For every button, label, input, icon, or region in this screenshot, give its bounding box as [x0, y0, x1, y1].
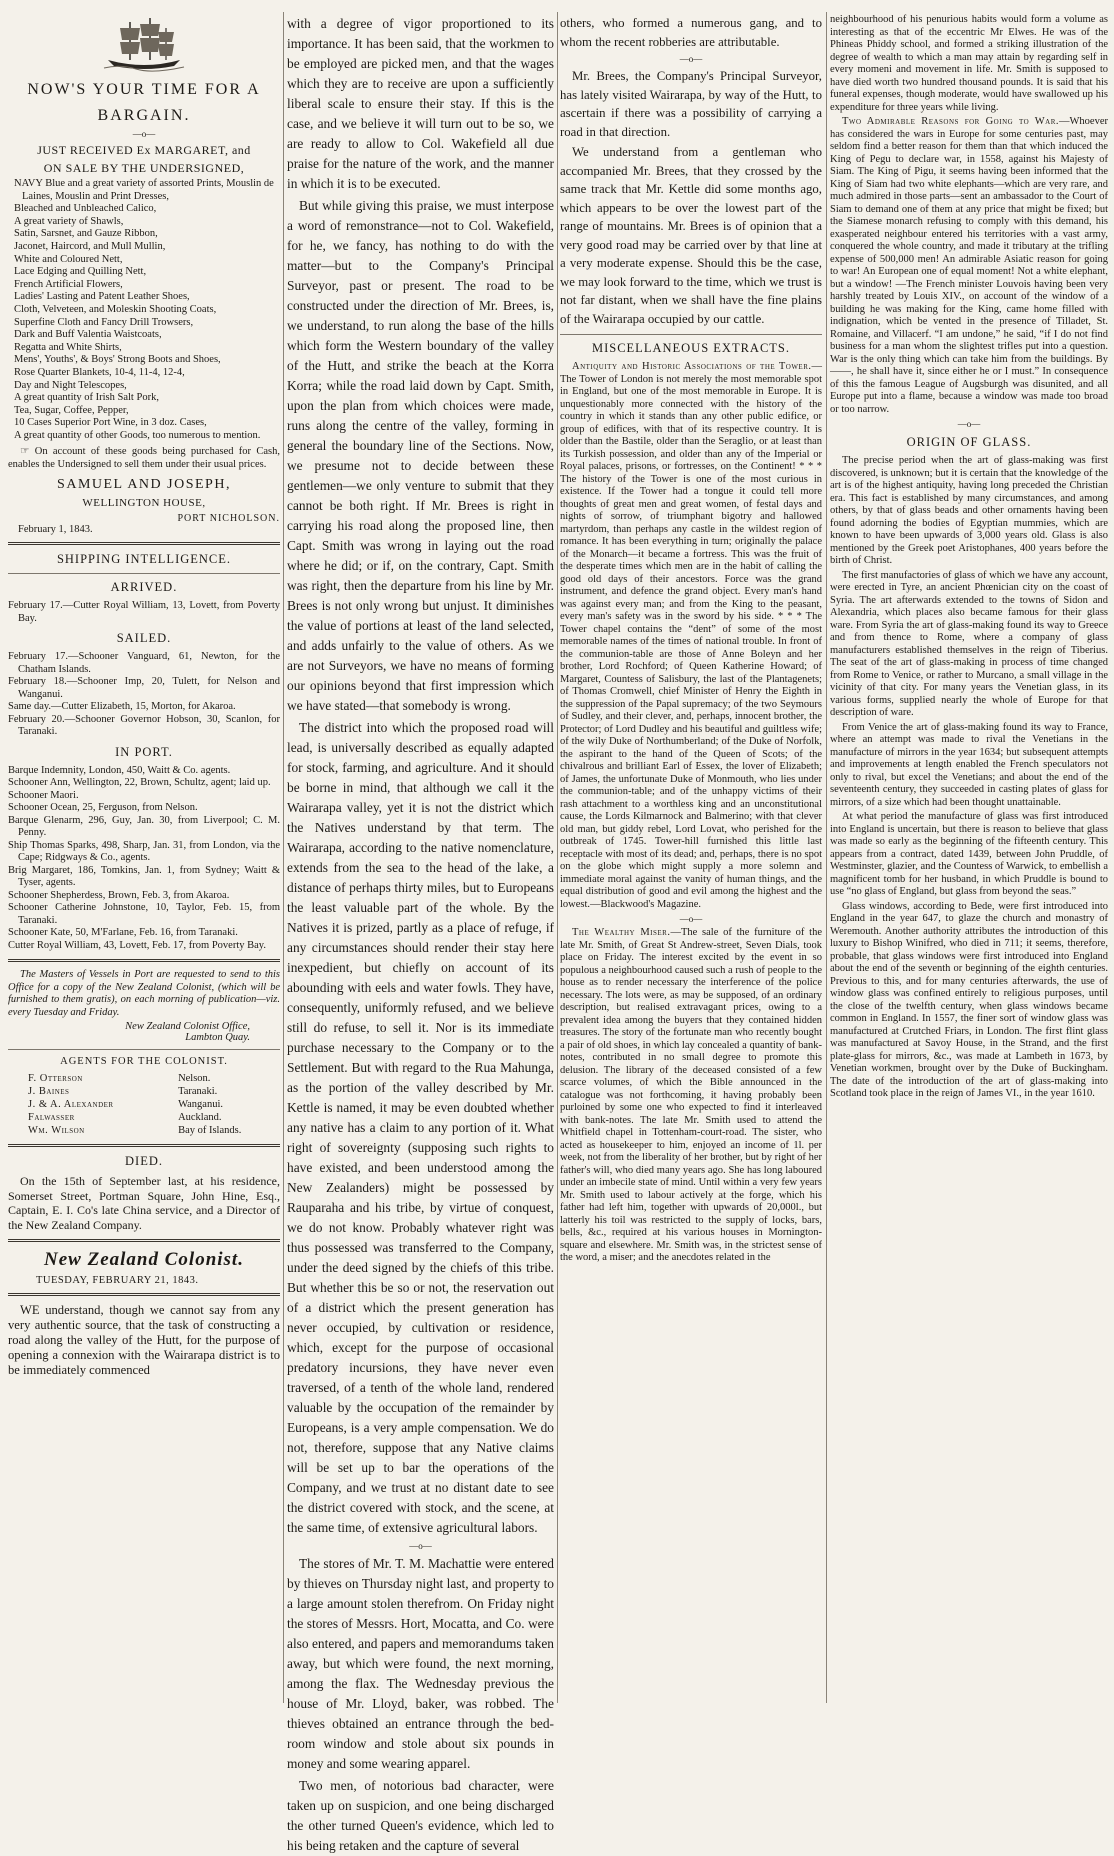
goods-item: Mens', Youths', & Boys' Strong Boots and Shoes,	[14, 354, 221, 366]
goods-item: White and Coloured Nett,	[14, 253, 123, 265]
agent-row	[8, 1098, 280, 1111]
ad-headline-bargain: BARGAIN.	[97, 107, 191, 124]
glass-article	[830, 455, 1108, 1101]
goods-item: Dark and Buff Valentia Waistcoats,	[14, 329, 162, 341]
glass-paragraph: At what period the manufacture of glass was first introduced into England is uncertain, but there is reason to believe that glass was made so early as the beginning of the fifteenth century. This appears from a contract, dated 1439, between John Pruddle, of Westminster, glazier, and the Countess of Warwick, to embellish a magnificent tomb for her husband, in which Pruddle is bound to use “no glass of England, but glass from beyond the seas.”	[830, 811, 1108, 897]
goods-item: Jaconet, Haircord, and Mull Mullin,	[14, 240, 166, 252]
separator: —o—	[957, 419, 981, 429]
goods-item: French Artificial Flowers,	[14, 278, 123, 290]
misc-title: MISCELLANEOUS EXTRACTS.	[591, 341, 790, 355]
died-notice: On the 15th of September last, at his residence, Somerset Street, Portman Square, John Hine, Esq., Captain, E. I. Co's late China service, and a Director of the New Zealand Company.	[8, 1174, 280, 1232]
col3-paragraph: Mr. Brees, the Company's Principal Surveyor, has lately visited Wairarapa, by way of the Hutt, to ascertain if there was a possibility of carrying a road in that direction.	[560, 69, 822, 139]
agent-row	[8, 1111, 280, 1124]
col3-paragraph: We understand from a gentleman who accompanied Mr. Brees, that they crossed by the same track that Mr. Kettle did some months ago, which appears to be over the lowest part of the range of mountains. Mr. Brees is of opinion that a very good road may be carried over by that line at a very moderate expense. Should this be the case, we may look forward to the time, which we trust is not far distant, when we shall have the fine plains of the Wairarapa occupied by our cattle.	[560, 145, 822, 326]
goods-item: A great quantity of Irish Salt Pork,	[14, 392, 159, 404]
agent-place: Bay of Islands.	[178, 1125, 242, 1137]
separator: —o—	[679, 914, 703, 924]
agent-row	[8, 1124, 280, 1137]
war-head: Two Admirable Reasons for Going to War.	[842, 116, 1060, 127]
agent-place: Wanganui.	[178, 1099, 223, 1111]
ship-entry: Brig Margaret, 186, Tomkins, Jan. 1, from Sydney; Waitt & Tyser, agents.	[8, 864, 280, 889]
agent-row	[8, 1072, 280, 1085]
ship-entry: Cutter Royal William, 43, Lovett, Feb. 17, from Poverty Bay.	[8, 939, 266, 951]
goods-item: Bleached and Unbleached Calico,	[14, 203, 157, 215]
agent-name: Falwasser	[28, 1112, 75, 1124]
goods-item: Tea, Sugar, Coffee, Pepper,	[14, 404, 129, 416]
office-line-1: New Zealand Colonist Office,	[125, 1021, 250, 1033]
column-4	[830, 14, 1108, 1703]
ship-entry: Schooner Ocean, 25, Ferguson, from Nelson.	[8, 802, 198, 814]
divider	[8, 573, 280, 574]
goods-item: NAVY Blue and a great variety of assorted Prints, Mouslin de Laines, Mouslin and Print Dresses,	[14, 178, 274, 202]
goods-item: 10 Cases Superior Port Wine, in 3 doz. Cases,	[14, 417, 207, 429]
firm-name: SAMUEL AND JOSEPH,	[57, 477, 231, 493]
col3-paragraph: others, who formed a numerous gang, and to whom the recent robberies are attributable.	[560, 16, 822, 49]
glass-paragraph: The first manufactories of glass of which we have any account, were erected in Tyre, an ancient Phœnician city on the coast of Syria. The art afterwards extended to the towns of Sidon and Alexandria, which places also became famous for their glass ware. From Syria the art of glass-making found its way to Greece and from thence to Rome, where a company of glass manufacturers established themselves in the reign of Tiberius. The seat of the art of glass-making in process of time changed from Rome to Venice, or rather to Murcano, a small village in the vicinity of that city. For many years the Venetian glass, in its various forms, supplied nearly the whole of Europe for that description of ware.	[830, 569, 1108, 718]
ship-entry: Barque Glenarm, 296, Guy, Jan. 30, from Liverpool; C. M. Penny.	[8, 814, 280, 839]
column-1	[8, 14, 280, 1703]
pub-dateline	[8, 1275, 280, 1286]
goods-item: Rose Quarter Blankets, 10-4, 11-4, 12-4,	[14, 366, 185, 378]
separator: —o—	[409, 1541, 432, 1551]
agent-row	[8, 1085, 280, 1098]
arrived-title: ARRIVED.	[110, 580, 178, 595]
ad-date: February 1, 1843.	[18, 524, 93, 536]
sailed-list	[8, 651, 280, 739]
agent-name: Wm. Wilson	[28, 1125, 85, 1137]
goods-item: Satin, Sarsnet, and Gauze Ribbon,	[14, 228, 158, 240]
col2-paragraph: But while giving this praise, we must interpose a word of remonstrance—not to Col. Wakefield, for he, we fancy, has nothing to do with the matter—but to the Company's Principal Surveyor, past or present. The road to be constructed under the direction of Mr. Brees, is, we understand, to run along the base of the hills which form the Western boundary of the valley of the Hutt, and strike the beach at the Korra Korra; while the road laid down by Capt. Smith, upon the plan from which choices were made, runs along the centre of the valley, forming in general the boundary line of the Sections. Now, we presume not to decide between these gentlemen—we only venture to submit that they cannot be both right. If Mr. Brees is right in carrying his road along the proposed line, then Capt. Smith was wrong in laying out the road where he did; or if, on the contrary, Capt. Smith was right, then the departure from his line by Mr. Brees is not only wrong but unjust. It diminishes the value of portions at least of the land selected, and adds unfairly to the value of others. As we are not Surveyors, we have no means of forming our opinions beyond that first impression which we have stated—that somebody is wrong.	[287, 198, 554, 713]
goods-item: Cloth, Velveteen, and Moleskin Shooting Coats,	[14, 303, 217, 315]
divider	[8, 1293, 280, 1296]
separator: —o—	[679, 54, 703, 64]
goods-item: Superfine Cloth and Fancy Drill Trowsers,	[14, 316, 194, 328]
firm-place: PORT NICHOLSON.	[177, 513, 280, 525]
ad-on-sale: ON SALE BY THE UNDERSIGNED,	[43, 161, 245, 175]
died-title: DIED.	[125, 1154, 163, 1169]
masthead: New Zealand Colonist.	[44, 1249, 244, 1271]
ship-entry: Schooner Ann, Wellington, 22, Brown, Schultz, agent; laid up.	[8, 777, 271, 789]
goods-list	[8, 178, 280, 442]
separator: —o—	[132, 129, 156, 139]
ship-entry: February 18.—Schooner Imp, 20, Tulett, for Nelson and Wanganui.	[8, 676, 280, 700]
miser-article	[560, 927, 822, 1265]
col2-paragraph: Two men, of notorious bad character, were taken up on suspicion, and one being discharged the other turned Queen's evidence, which led to his being retaken and the capture of several	[287, 1778, 554, 1853]
ship-entry: Same day.—Cutter Elizabeth, 15, Morton, for Akaroa.	[8, 701, 236, 713]
cash-note: ☞ On account of these goods being purchased for Cash, enables the Undersigned to sell them under their usual prices.	[8, 446, 280, 470]
goods-item: Day and Night Telescopes,	[14, 379, 127, 391]
shipping-title: SHIPPING INTELLIGENCE.	[56, 552, 232, 567]
glass-paragraph: The precise period when the art of glass-making was first discovered, is unknown; but it is certain that the knowledge of the art is of the highest antiquity, having long preceded the Christian era. This fact is established by many circumstances, and among others, by that of glass beads and other ornaments having been found adorning the bodies of Egyptian mummies, which are known to have been upwards of 3,000 years old. Glass is also mentioned by the Greek poet Aristophanes, 400 years before the birth of Christ.	[830, 455, 1108, 566]
ship-emblem-icon	[100, 14, 188, 74]
agent-place: Taranaki.	[178, 1086, 218, 1098]
ship-entry: February 17.—Cutter Royal William, 13, Lovett, from Poverty Bay.	[8, 600, 280, 624]
agent-place: Nelson.	[178, 1073, 211, 1085]
col2-paragraph: The stores of Mr. T. M. Machattie were entered by thieves on Thursday night last, and property to a large amount stolen therefrom. On Friday night the stores of Messrs. Hort, Mocatta, and Co. were also entered, and papers and memorandums taken away, but which were found, the next morning, among the flax. The Wednesday previous the house of Mr. Lloyd, baker, was robbed. The thieves obtained an entrance through the bed-room window and stole about six pounds in money and some wearing apparel.	[287, 1556, 554, 1771]
tower-head: Antiquity and Historic Associations of the Tower.	[572, 361, 812, 372]
ad-received: JUST RECEIVED Ex MARGARET, and	[37, 143, 251, 157]
col2-paragraph: The district into which the proposed road will lead, is universally described as equally adapted for stock, farming, and agriculture. And it should be borne in mind, that although we call it the Wairarapa valley, yet it is not the district which the Natives understand by that term. The Wairarapa, according to the native nomenclature, extends from the sea to the head of the lake, a distance of perhaps thirty miles, but to Europeans the least valuable part of the whole. By the Natives it is prized, partly as a place of refuge, if any circumstances should render their stay here inexpedient, but chiefly on account of its abounding with eels and water fowls. They have, consequently, uniformly refused, and we believe still do refuse, to sell it. Nor is its immediate purchase necessary to the Company or to the Settlement. But with regard to the Rua Mahunga, as the portion of the valley described by Mr. Kettle is named, it may be even doubted whether any native has a claim to any portion of it. What right of sovereignty (supposing such rights to have existed, and been understood among the New Zealanders) might be possessed by Rauparaha and his tribe, by virtue of conquest, we do not know. Probably whatever right was thus possessed was transferred to the Company, under the deed signed by the chiefs of this tribe. But whether this be so or not, the reservation out of a district which the present generation has never occupied, by cultivation or residence, which, except for the purpose of occasional predatory incursions, they have never even traversed, of a tenth of the whole land, rendered valuable by the occupation of the remainder by Europeans, is a very ample compensation. We do not, therefore, suppose that any Native claims will be set up to bar the operations of the Company, and we trust at no distant date to see the district covered with stock, and the scene, at the same time, of extensive agricultural labors.	[287, 720, 554, 1535]
agent-name: F. Otterson	[28, 1073, 83, 1085]
goods-item: A great variety of Shawls,	[14, 215, 124, 227]
agents-table	[8, 1072, 280, 1137]
ship-entry: Schooner Kate, 50, M'Farlane, Feb. 16, from Taranaki.	[8, 927, 238, 939]
agent-name: J. & A. Alexander	[28, 1099, 114, 1111]
glass-paragraph: From Venice the art of glass-making found its way to France, where an attempt was made to rival the Venetians in the manufacture of mirrors in the year 1634; but subsequent attempts and improvements at length enabled the French speculators not only to rival, but excel the Venetians; and about the end of the seventeenth century, they succeeded in casting plates of glass for mirrors, of a size which had been thought unattainable.	[830, 721, 1108, 808]
column-3	[560, 14, 822, 1703]
column-rule	[283, 12, 284, 1703]
war-article	[830, 116, 1108, 416]
agent-name: J. Baines	[28, 1086, 70, 1098]
pub-date: TUESDAY, FEBRUARY 21, 1843.	[36, 1275, 199, 1287]
ship-entry: Schooner Shepherdess, Brown, Feb. 3, from Akaroa.	[8, 889, 230, 901]
col3-news	[560, 14, 822, 328]
column-rule	[826, 12, 827, 1703]
goods-item: Lace Edging and Quilling Nett,	[14, 266, 147, 278]
divider	[8, 542, 280, 545]
glass-title: ORIGIN OF GLASS.	[906, 435, 1032, 449]
goods-item: A great quantity of other Goods, too numerous to mention.	[14, 429, 261, 441]
sailed-title: SAILED.	[116, 631, 172, 646]
lead-article: WE understand, though we cannot say from any very authentic source, that the task of constructing a road along the valley of the Hutt, for the purpose of opening a connexion with the Wairarapa district is to be immediately commenced	[8, 1303, 280, 1378]
in-port-list	[8, 765, 280, 953]
in-port-title: IN PORT.	[115, 744, 173, 759]
ad-headline: NOW'S YOUR TIME FOR A	[27, 81, 261, 98]
miser-continued: neighbourhood of his penurious habits would form a volume as interesting as that of the eccentric Mr Elwes. He was of the Phineas Phiddy school, and formed a striking illustration of the degree of wealth to which a man may attain by regarding self in every momeni and movement in life. Mr. Smith is supposed to have died worth two hundred thousand pounds. It is said that his funeral expenses, though moderate, would have swallowed up his expenditure for three years while living.	[830, 14, 1108, 113]
ship-entry: Ship Thomas Sparks, 498, Sharp, Jan. 31, from London, via the Cape; Ridgways & Co., agents.	[8, 839, 280, 864]
arrived-list	[8, 600, 280, 625]
column-rule	[557, 12, 558, 1703]
ship-entry: February 17.—Schooner Vanguard, 61, Newton, for the Chatham Islands.	[8, 651, 280, 675]
goods-item: Ladies' Lasting and Patent Leather Shoes,	[14, 291, 190, 303]
goods-item: Regatta and White Shirts,	[14, 341, 122, 353]
col2-paragraph: with a degree of vigor proportioned to its importance. It has been said, that the workmen to be employed are picked men, and that the wages which they are to receive are upon a sufficiently liberal scale to ensure their stay. If this is the case, and we believe it will turn out to be so, we are ready to allow to Col. Wakefield all due praise for the nature of the work, and the manner in which it is to be executed.	[287, 16, 554, 191]
agents-title: AGENTS FOR THE COLONIST.	[60, 1056, 228, 1068]
column-2	[287, 14, 554, 1853]
office-line-2: Lambton Quay.	[185, 1032, 250, 1044]
masters-note: The Masters of Vessels in Port are requested to send to this Office for a copy of the New Zealand Colonist, (which will be furnished to them gratis), on each morning of publication—viz. every Tuesday and Friday.	[8, 969, 280, 1018]
war-body: —Whoever has considered the wars in Europe for some centuries past, may seldom find a better reason for them than that which induced the King of Pegu to declare war, in 1558, against his Majesty of Siam. The King of Pigu, it seems having been informed that the King of Siam had two white elephants—which are very rare, and much admired in those parts—sent an ambassador to the Court of Siam to demand one of them at any price that might be fixed; but the Siamese monarch refusing to comply with this demand, his exasperated neighbour entered his territories with a vast army, conquered the whole country, and made it tributary at the trifling expense of 500,000 men! An admirable Asiatic reason for going to war! An European one of equal moment! Not a white elephant, but a window! —The French minister Louvois having been very harshly treated by Louis XIV., on account of the window of a building he was making for the King, came home filled with indignation, which be vented in the presence of Tilladet, St. Romaine, and Villacerf. “I am undone,” he said, “if I do not find business for a man whom the slightest trifles put into a question. War is the only thing which can take him from the buildings. By ——, he shall have it, since either he or I must.” In consequence of this the famous League of Augsburgh was disunited, and all Europe put into a flame, because a window was made too broad or too narrow.	[830, 116, 1108, 415]
ship-entry: Barque Indemnity, London, 450, Waitt & Co. agents.	[8, 764, 231, 776]
tower-body: —The Tower of London is not merely the most memorable spot in England, but one of the most memorable in Europe. It is unquestionably more connected with the history of the country in which it stands than any other public edifice, or group of edifices, with that of its respective country. It is older than the Bastile, older than the Seraglio, or at least than its Turkish possession, and older than any of the Imperial or Royal palaces, prisons, or fortresses, on the Continent! * * * The history of the Tower is one of the most curious in existence. If the Tower had a tongue it could tell more thoughts of great men and great women, of festal days and nights of sorrow, of triumphant bigotry and hallowed martyrdom, than perhaps any castle in the wildest region of romance. It has been everything in turn; originally the palace of the Monarch—it became a fortress. This was the fruit of the desperate times which men are in the habit of calling the good old days of their ancestors. Force was the grand instrument, and defence the grand object. Every man's hand was against every man; and from the King to the peasant, every man's safety was in the sword by his side. * * * The Tower chapel contains the “dent” of some of the most memorable names of the times of national trouble. In front of the communion-table are those of Anne Boleyn and her brother, Lord Rochford; of Queen Katherine Howard; of Margaret, Countess of Salisbury, the last of the Plantagenets; of Thomas Cromwell, chief Minister of Henry the Eighth in the suppression of the Papal supremacy; of the two Seymours of Sudley, and their clever, and, perhaps, innocent brother, the Protector; of Lord Dudley and his beautiful and guiltless wife; of the wily Duke of Northumberland; of the Duke of Norfolk, the aspirant to the hand of the Queen of Scots; of the chivalrous and brilliant Earl of Essex, the lover of Elizabeth; of James, the unfortunate Duke of Monmouth, who lies under the communion-table; and of the unhappy victims of their rash attachment to a worthless king and an unconstitutional cause, the Lords Kilmarnock and Balmerino; with that clever old man, but giddy rebel, Lord Lovat, who perished for the outbreak of 1745. Tower-hill furnished this little last receptacle with most of its dead; and, perhaps, there is no spot on the globe which might supply a more solemn and immediate moral against the vanity of human things, and the equal distribution of good and evil among the highest and the lowest.—Blackwood's Magazine.	[560, 361, 822, 910]
divider	[8, 1049, 280, 1050]
tower-article	[560, 361, 822, 911]
divider	[8, 1144, 280, 1147]
divider	[8, 1239, 280, 1242]
ship-entry: February 20.—Schooner Governor Hobson, 30, Scanlon, for Taranaki.	[8, 713, 280, 738]
firm-house: WELLINGTON HOUSE,	[82, 497, 206, 510]
miser-head: The Wealthy Miser.	[572, 927, 671, 938]
divider	[8, 959, 280, 962]
ship-entry: Schooner Catherine Johnstone, 10, Taylor, Feb. 15, from Taranaki.	[8, 902, 280, 926]
agent-place: Auckland.	[178, 1112, 222, 1124]
divider	[560, 334, 822, 335]
glass-paragraph: Glass windows, according to Bede, were first introduced into England in the year 647, to glaze the church and monastry of Weremouth. Another authority attributes the introduction of this luxury to Bishop Winifred, who died in 711; it seems, therefore, probable, that glass windows were first introduced into England about the end of the seventh or beginning of the eighth centuries. Previous to this, and for many centuries afterwards, the use of window glass was confined entirely to religious purposes, until the close of the twelfth century, when glass windows became common in England. In 1557, the finer sort of window glass was manufactured at Crutched Friars, in London. The first flint glass was manufactured at Savoy House, in the Strand, and the first plate-glass for mirrors, &c., was made at Lambeth in 1673, by Venetian workmen, brought over by the Duke of Buckingham. The date of the introduction of the art of glass-making into Scotland took place in the reign of James VI., in the year 1610.	[830, 900, 1108, 1099]
miser-body: —The sale of the furniture of the late Mr. Smith, of Great St Andrew-street, Seven Dials, took place on Friday. The interest excited by the event in so populous a neighbourhood caused such a rush of people to the house as to render necessary the interference of the police necessary. The lots were, as may be supposed, of an ordinary description, but realised extravagant prices, owing to a prevalent idea among the buyers that they contained hidden treasures. The story of the fortunate man who recently bought a pair of old shoes, in which lay concealed a quantity of bank-notes, contributed in no small degree to promote this delusion. The library of the deceased consisted of a few scarce volumes, of which the Bible announced in the catalogue was not forthcoming, it having probably been purloined by some one who expected to find it interleaved with bank-notes. The late Mr. Smith used to attend the Whitfield chapel in Tottenham-court-road. The sister, who acted as housekeeper to him, enjoyed an income of 1l. per week, not from the liberality of her brother, but by right of her father's will, who died many years ago. She has long laboured under an imbecile state of mind. Until within a very few years Mr. Smith used to labour actively at the forge, which his father had left him, together with upwards of 20,000l., but latterly his toil was restricted to the supply of locks, bars, bells, &c., required at his various houses in Mornington-square and elsewhere. Mr. Smith was, in the strictest sense of the word, a miser; and the anecdotes related in the	[560, 927, 822, 1263]
ship-entry: Schooner Maori.	[8, 789, 79, 801]
